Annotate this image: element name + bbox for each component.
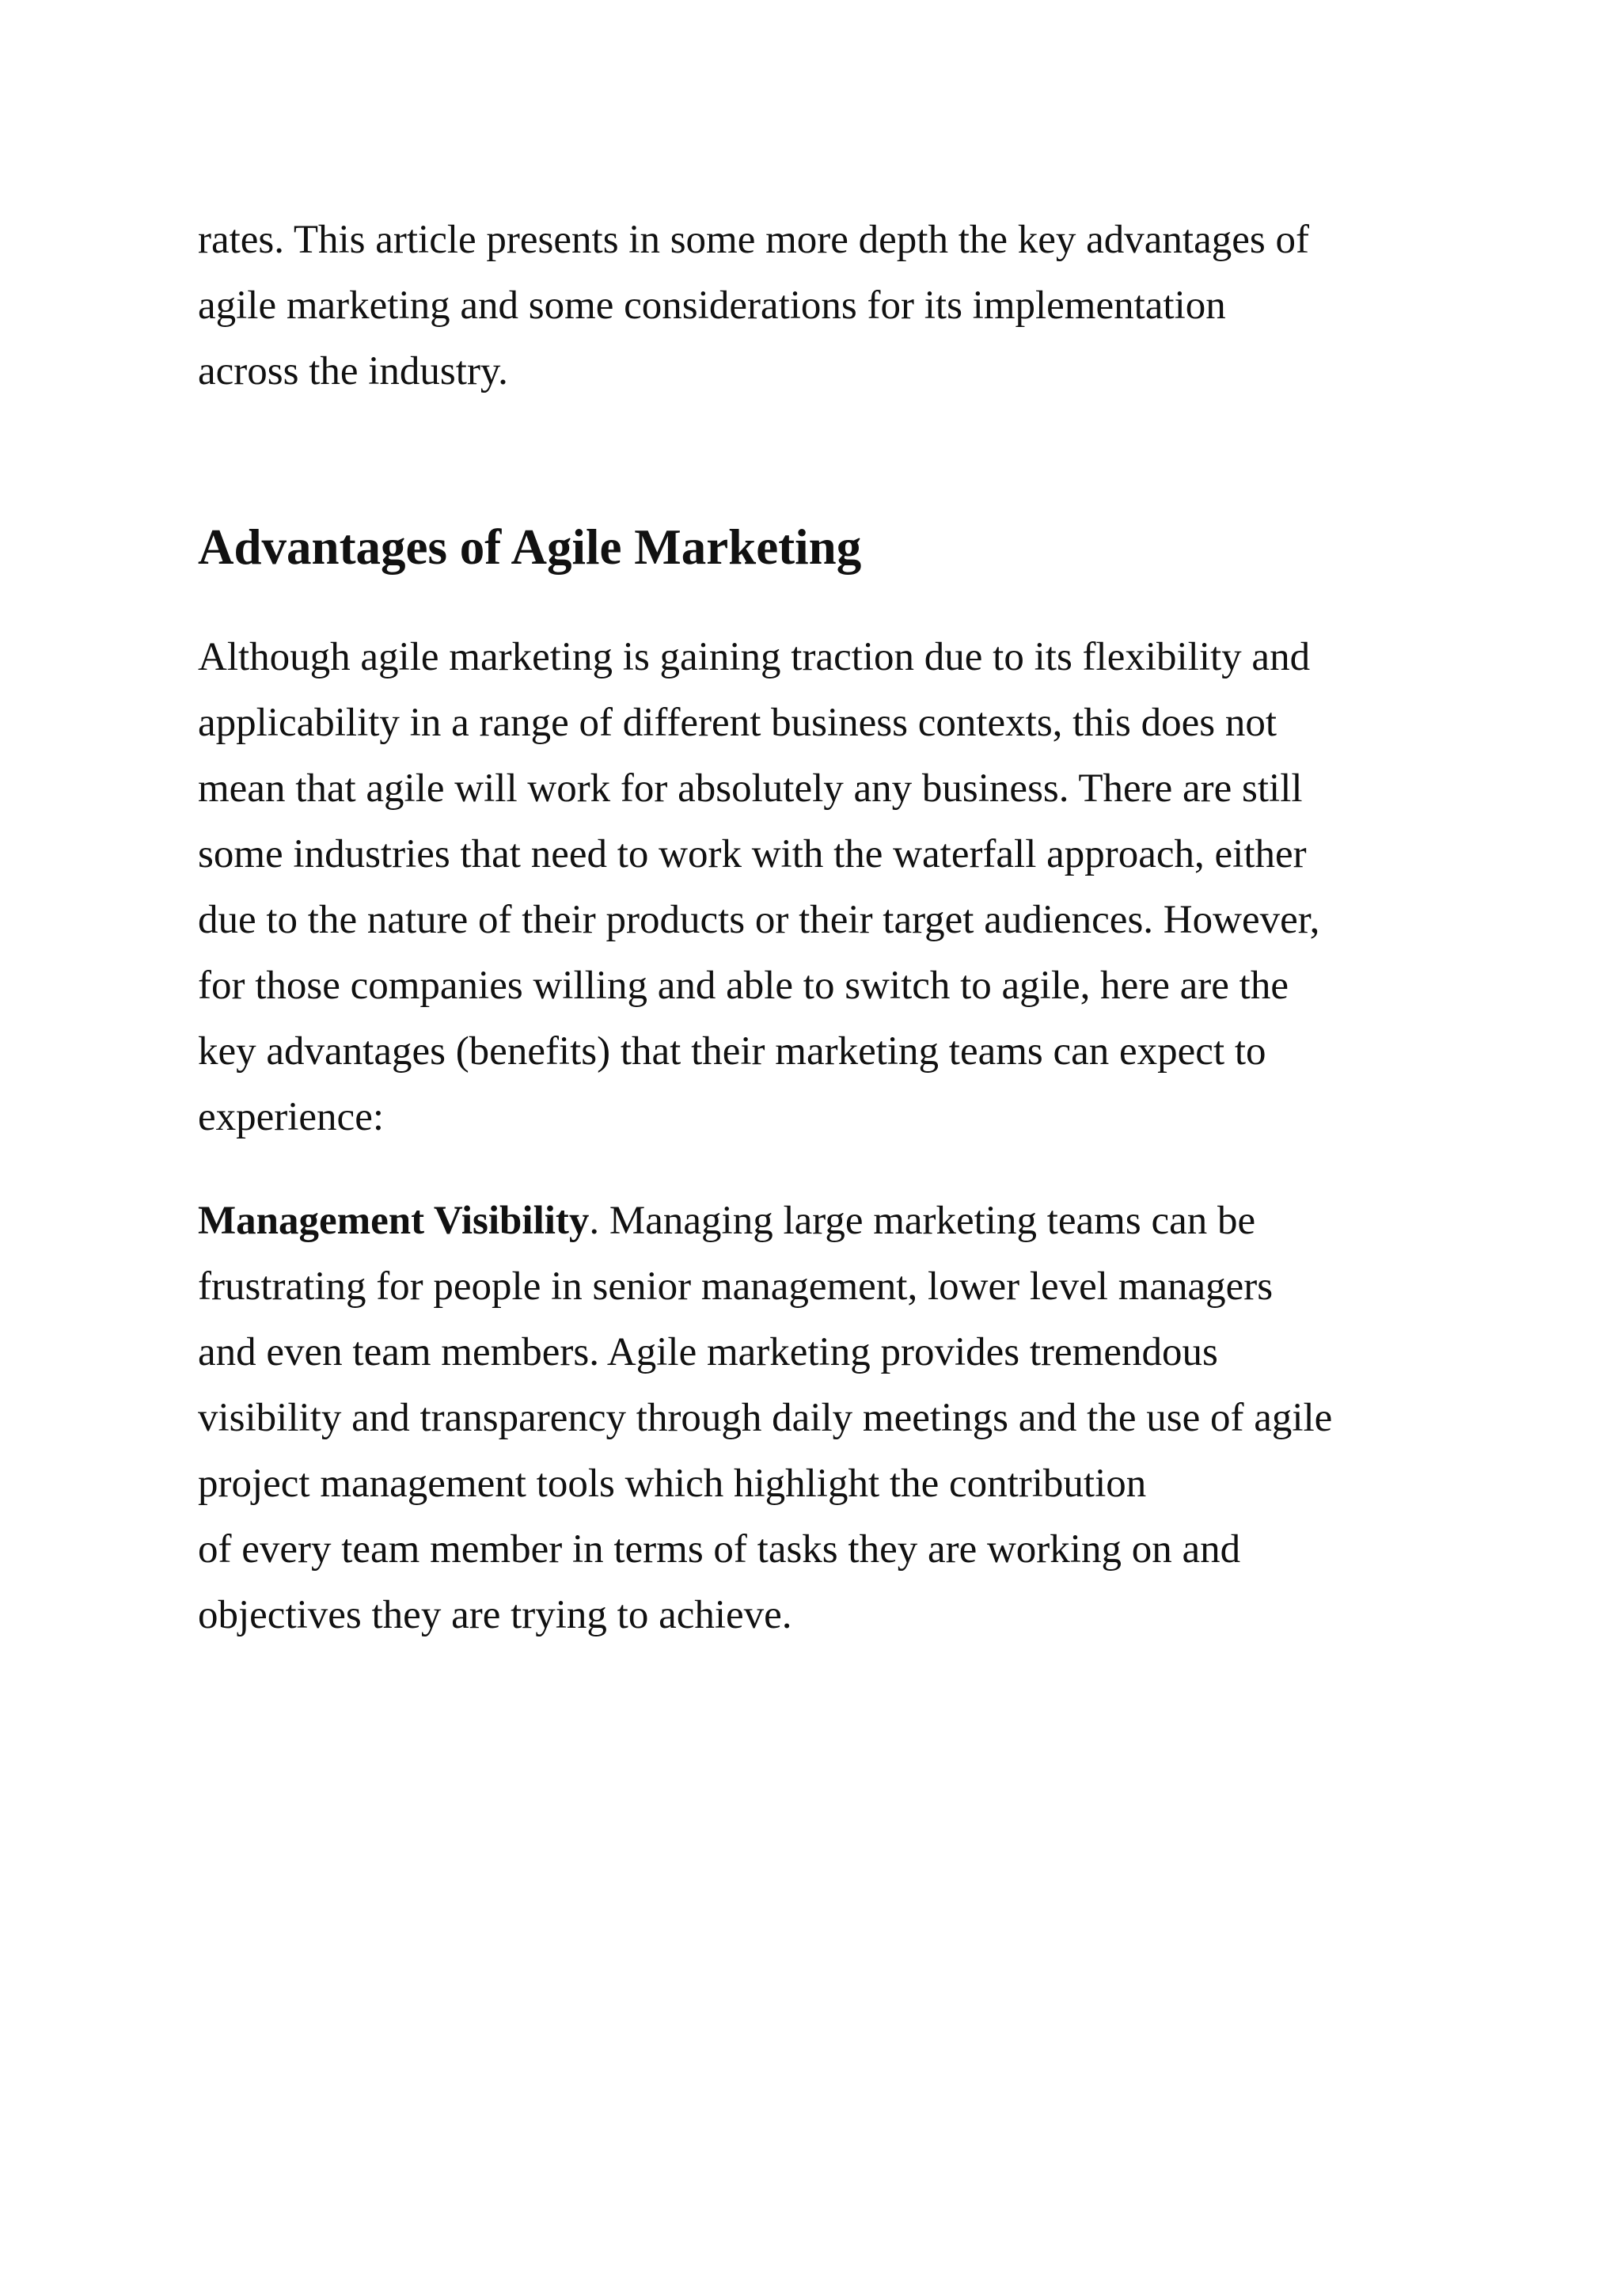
paragraph-line: frustrating for people in senior management, lower level managers	[198, 1264, 1274, 1309]
paragraph-line-rest: . Managing large marketing teams can be	[589, 1199, 1256, 1243]
intro-line: across the industry.	[198, 349, 508, 393]
intro-line: agile marketing and some considerations for its implementation	[198, 283, 1226, 328]
paragraph-line: experience:	[198, 1095, 385, 1139]
paragraph-line: key advantages (benefits) that their marketing teams can expect to	[198, 1029, 1266, 1074]
spacer	[198, 405, 1441, 515]
spacer	[198, 579, 1441, 625]
section-heading: Advantages of Agile Marketing	[198, 519, 862, 575]
paragraph-line: applicability in a range of different business contexts, this does not	[198, 701, 1277, 745]
paragraph-line: for those companies willing and able to switch to agile, here are the	[198, 964, 1289, 1008]
paragraph-line: some industries that need to work with the waterfall approach, either	[198, 832, 1307, 876]
paragraph-line: mean that agile will work for absolutely any business. There are still	[198, 766, 1303, 811]
intro-line: rates. This article presents in some more depth the key advantages of	[198, 218, 1309, 262]
management-visibility-paragraph	[198, 1188, 1441, 1648]
paragraph-line: objectives they are trying to achieve.	[198, 1593, 792, 1637]
intro-paragraph	[198, 207, 1441, 405]
paragraph-line: due to the nature of their products or their target audiences. However,	[198, 898, 1320, 942]
paragraph-line: and even team members. Agile marketing provides tremendous	[198, 1330, 1218, 1374]
paragraph-line: project management tools which highlight the contribution	[198, 1462, 1147, 1506]
spacer	[198, 1150, 1441, 1188]
page-content	[198, 207, 1441, 1648]
paragraph-line: visibility and transparency through daily meetings and the use of agile	[198, 1396, 1333, 1440]
paragraph-line: of every team member in terms of tasks they are working on and	[198, 1527, 1241, 1572]
paragraph-line	[198, 1188, 1441, 1254]
management-visibility-term: Management Visibility	[198, 1199, 590, 1243]
paragraph-line: Although agile marketing is gaining traction due to its flexibility and	[198, 635, 1311, 679]
advantages-intro-paragraph	[198, 625, 1441, 1150]
